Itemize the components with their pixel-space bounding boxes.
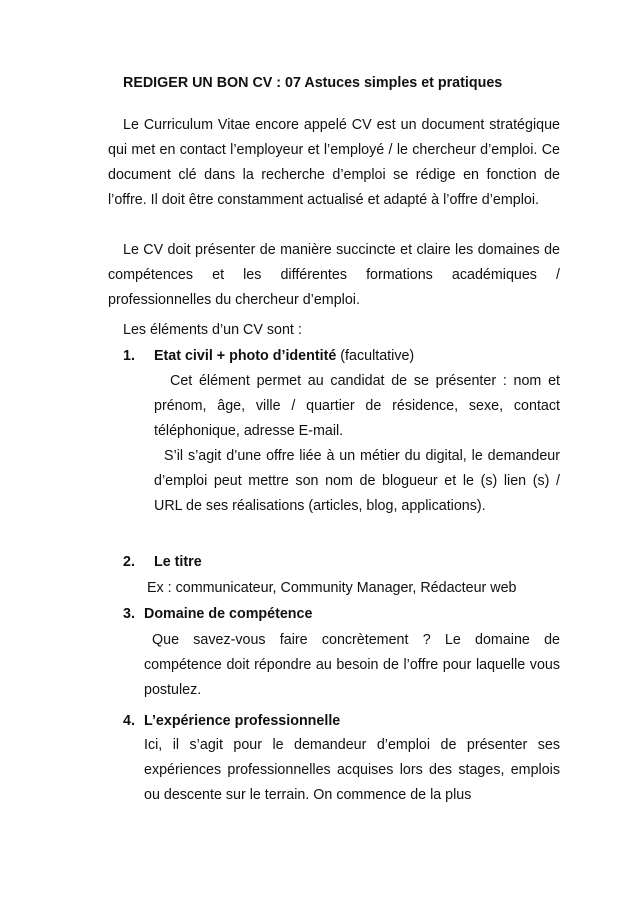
- list-item-label: Domaine de compétence: [144, 606, 313, 622]
- list-item-description: Ici, il s’agit pour le demandeur d’emploi de présenter ses expériences professionnelles acquises lors des stages, emplois ou descente sur le terrain. On commence de la plus: [144, 737, 560, 803]
- list-item-description: Que savez-vous faire concrètement ? Le domaine de compétence doit répondre au besoin de l’offre pour laquelle vous postulez.: [144, 632, 560, 698]
- list-item-description: Cet élément permet au candidat de se présenter : nom et prénom, âge, ville / quartier de résidence, sexe, contact téléphonique, adresse E-mail.: [154, 373, 560, 439]
- list-item-label: Etat civil + photo d’identité: [154, 348, 337, 364]
- cv-purpose-paragraph: Le CV doit présenter de manière succincte et claire les domaines de compétences et les différentes formations académiques / professionnelles du chercheur d’emploi.: [108, 242, 560, 308]
- list-item-number: 3.: [123, 606, 135, 622]
- list-item-example: Ex : communicateur, Community Manager, Rédacteur web: [147, 580, 517, 596]
- list-item-label: L’expérience professionnelle: [144, 713, 341, 729]
- list-item-number: 1.: [123, 348, 135, 364]
- list-item-number: 2.: [123, 554, 135, 570]
- intro-paragraph: Le Curriculum Vitae encore appelé CV est un document stratégique qui met en contact l’employeur et l’employé / le chercheur d’emploi. Ce document clé dans la recherche d’emploi se rédige en fonction de l’offre. Il doit être constamment actualisé et adapté à l’offre d’emploi.: [108, 117, 560, 208]
- elements-intro: Les éléments d’un CV sont :: [123, 322, 302, 338]
- list-item-label: Le titre: [154, 554, 202, 570]
- list-item-label-note: (facultative): [336, 348, 415, 364]
- list-item-description: S’il s’agit d’une offre liée à un métier du digital, le demandeur d’emploi peut mettre son nom de blogueur et le (s) lien (s) / URL de ses réalisations (articles, blog, applications).: [154, 448, 560, 514]
- document-title: REDIGER UN BON CV : 07 Astuces simples et pratiques: [123, 75, 503, 91]
- list-item-number: 4.: [123, 713, 135, 729]
